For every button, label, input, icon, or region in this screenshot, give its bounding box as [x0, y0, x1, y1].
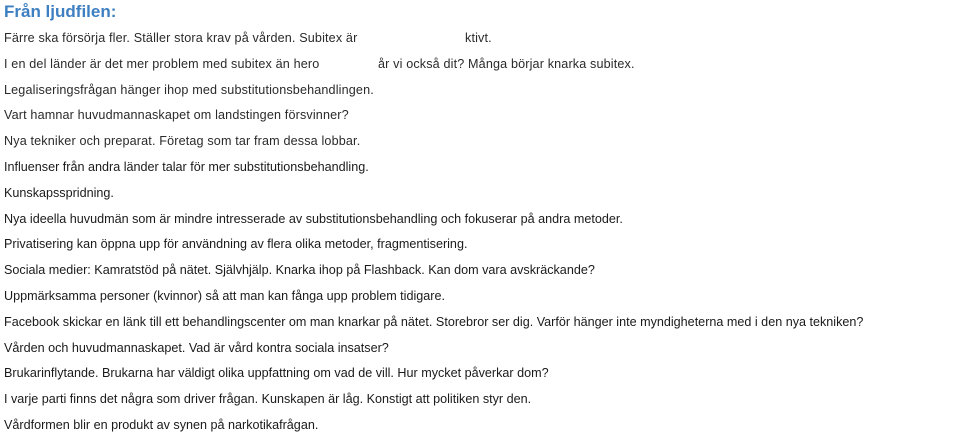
- note-line: Legaliseringsfrågan hänger ihop med substitutionsbehandlingen.: [4, 82, 374, 97]
- note-line: Privatisering kan öppna upp för användning av flera olika metoder, fragmentisering.: [4, 237, 468, 252]
- note-line: Vården och huvudmannaskapet. Vad är vård kontra sociala insatser?: [4, 340, 389, 355]
- note-line: Facebook skickar en länk till ett behandlingscenter om man knarkar på nätet. Storebror ser dig. Varför hänger inte myndigheterna med i den nya tekniken?: [4, 314, 864, 329]
- note-line: Nya tekniker och preparat. Företag som tar fram dessa lobbar.: [4, 134, 361, 149]
- note-line: Influenser från andra länder talar för mer substitutionsbehandling.: [4, 159, 369, 174]
- note-line: Vårdformen blir en produkt av synen på narkotikafrågan.: [4, 417, 319, 432]
- notes-list: [4, 26, 960, 439]
- section-heading: Från ljudfilen:: [4, 2, 117, 21]
- note-line: Sociala medier: Kamratstöd på nätet. Självhjälp. Knarka ihop på Flashback. Kan dom vara avskräckande?: [4, 263, 595, 278]
- note-line-text: I en del länder är det mer problem med subitex än hero: [4, 56, 320, 71]
- note-line: Uppmärksamma personer (kvinnor) så att man kan fånga upp problem tidigare.: [4, 288, 445, 303]
- note-line: I varje parti finns det några som driver frågan. Kunskapen är låg. Konstigt att politiken styr den.: [4, 392, 532, 407]
- note-line: Brukarinflytande. Brukarna har väldigt olika uppfattning om vad de vill. Hur mycket påverkar dom?: [4, 366, 549, 381]
- note-line: Vart hamnar huvudmannaskapet om landstingen försvinner?: [4, 108, 349, 123]
- note-line: Kunskapsspridning.: [4, 185, 114, 200]
- note-line-text: Färre ska försörja fler. Ställer stora krav på vården. Subitex är: [4, 31, 358, 45]
- note-line: [4, 52, 960, 78]
- note-line-text-tail: år vi också dit? Många börjar knarka subitex.: [378, 56, 635, 71]
- note-line: Nya ideella huvudmän som är mindre intresserade av substitutionsbehandling och fokuserar på andra metoder.: [4, 211, 623, 226]
- note-line-text-tail: ktivt.: [465, 31, 492, 45]
- note-line: [4, 26, 960, 52]
